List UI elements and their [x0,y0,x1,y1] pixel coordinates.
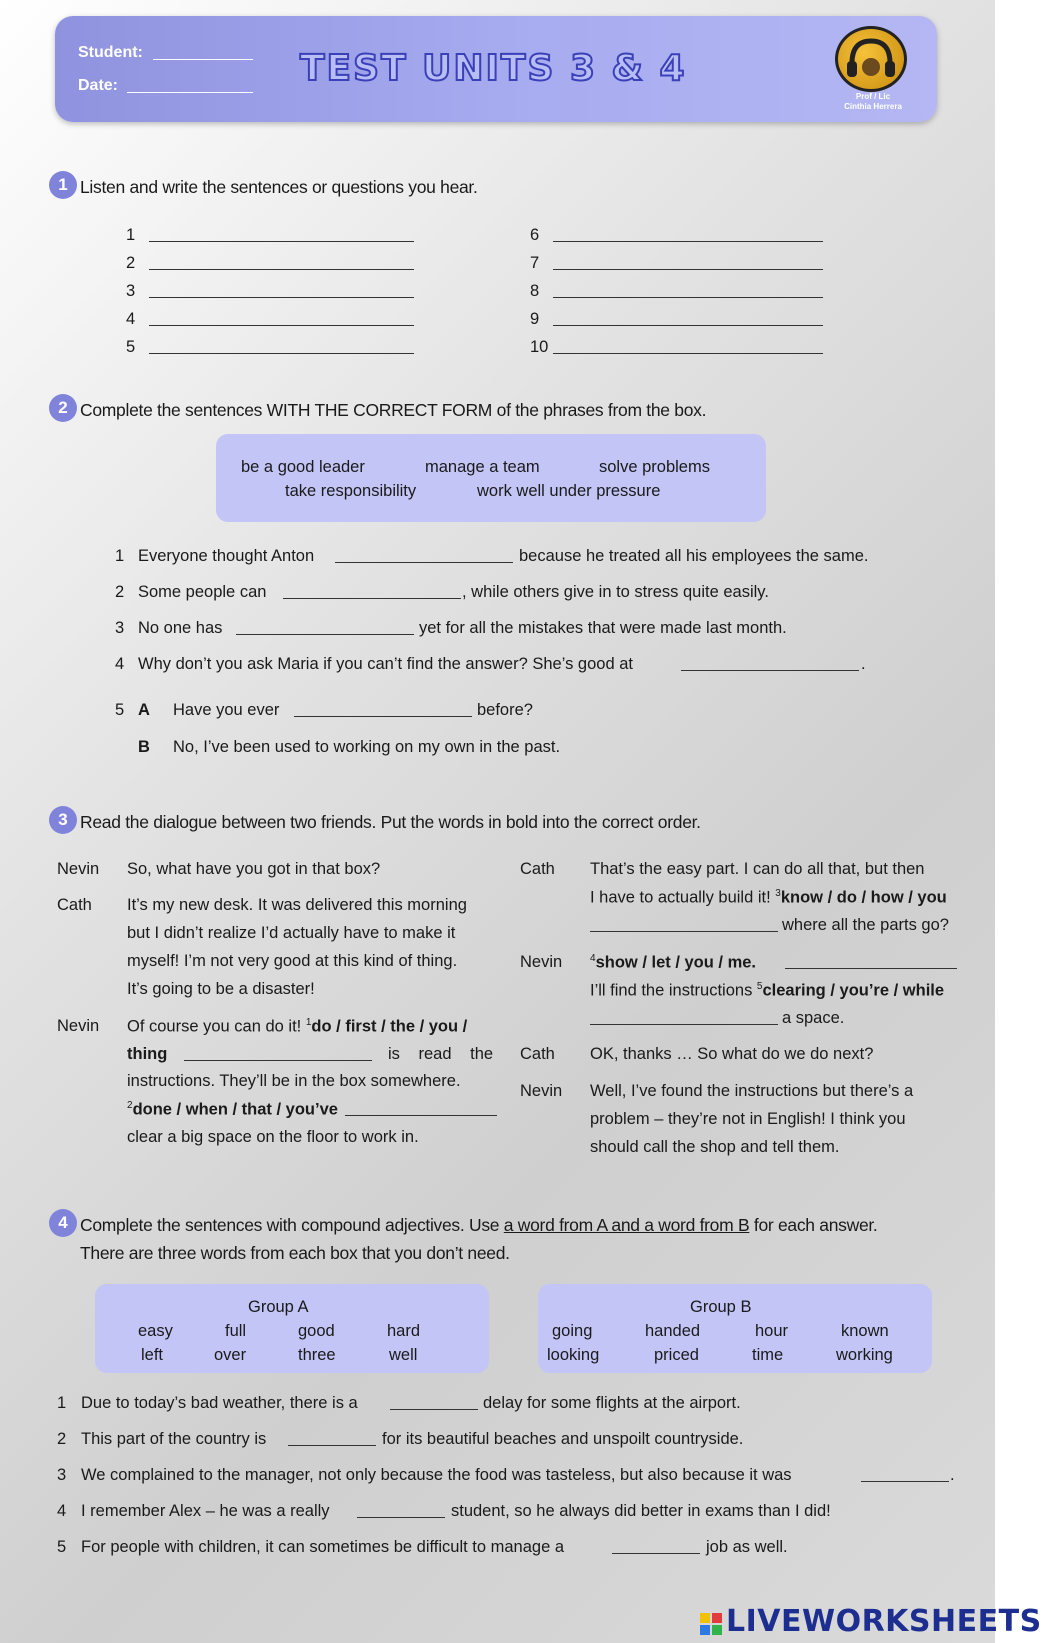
listen-answer-field[interactable] [149,282,414,298]
question-text: Due to today’s bad weather, there is a [81,1394,358,1412]
question-text: Everyone thought Anton [138,547,315,565]
word-item: handed [645,1322,701,1340]
dialogue-line: clear a big space on the floor to work in. [127,1128,419,1146]
listen-item-number: 4 [126,310,136,328]
listen-answer-field[interactable] [553,254,823,270]
listen-answer-field[interactable] [553,226,823,242]
answer-field[interactable] [590,916,778,932]
answer-field[interactable] [236,619,414,635]
listen-item-number: 7 [530,254,540,272]
answer-field[interactable] [294,701,472,717]
footer-brand: LIVEWORKSHEETS [726,1604,1042,1639]
question-number: 1 [115,547,125,565]
section-2-badge: 2 [49,394,77,422]
listen-item-number: 1 [126,226,136,244]
date-label: Date: [78,77,119,94]
listen-answer-field[interactable] [149,338,414,354]
phrase-box [216,434,766,522]
phrase-item: manage a team [425,458,540,476]
question-number: 1 [57,1394,67,1412]
answer-field[interactable] [345,1100,497,1116]
word-item: time [752,1346,784,1364]
answer-field[interactable] [785,953,957,969]
listen-answer-field[interactable] [149,254,414,270]
dialogue-line: It’s my new desk. It was delivered this morning [127,896,467,914]
question-number: 2 [115,583,125,601]
speaker-nevin: Nevin [57,860,100,878]
word-item: working [836,1346,893,1364]
listen-item-number: 3 [126,282,136,300]
answer-field[interactable] [184,1045,372,1061]
question-number: 3 [115,619,125,637]
answer-field[interactable] [335,547,513,563]
dialogue-line: but I didn’t realize I’d actually have to make it [127,924,456,942]
listen-answer-field[interactable] [149,226,414,242]
word-item: easy [138,1322,173,1340]
question-text: . [861,655,866,673]
question-text: Some people can [138,583,267,601]
listen-answer-field[interactable] [553,310,823,326]
dialogue-line: So, what have you got in that box? [127,860,381,878]
listen-item-number: 9 [530,310,540,328]
section-2-title: Complete the sentences WITH THE CORRECT FORM of the phrases from the box. [80,400,707,420]
speaker-cath: Cath [57,896,92,914]
group-a-title: Group A [248,1298,309,1316]
dialogue-line: instructions. They’ll be in the box somewhere. [127,1072,461,1090]
word-item: looking [547,1346,600,1364]
question-text: I remember Alex – he was a really [81,1502,330,1520]
answer-field[interactable] [390,1394,478,1410]
section-1-title: Listen and write the sentences or questions you hear. [80,177,478,197]
question-text: delay for some flights at the airport. [483,1394,741,1412]
dialogue-line: myself! I’m not very good at this kind of thing. [127,952,458,970]
liveworksheets-logo-icon [700,1613,722,1635]
speaker-a-label: A [138,701,150,719]
word-item: going [552,1322,593,1340]
dialogue-line: OK, thanks … So what do we do next? [590,1045,874,1063]
question-text: Have you ever [173,701,280,719]
word-item: three [298,1346,336,1364]
student-label: Student: [78,44,143,61]
question-text: because he treated all his employees the same. [519,547,869,565]
question-text: for its beautiful beaches and unspoilt countryside. [382,1430,744,1448]
speaker-b-label: B [138,738,150,756]
question-number: 4 [57,1502,67,1520]
dialogue-line: is read the [388,1045,494,1063]
word-item: left [141,1346,164,1364]
word-item: good [298,1322,335,1340]
dialogue-line: Well, I’ve found the instructions but there’s a [590,1082,914,1100]
dialogue-line: $^2$done / when / that / you’ve [127,1100,338,1119]
question-text: This part of the country is [81,1430,267,1448]
answer-field[interactable] [681,655,859,671]
section-4-badge: 4 [49,1209,77,1237]
question-text: yet for all the mistakes that were made last month. [419,619,787,637]
speaker-nevin: Nevin [57,1017,100,1035]
phrase-item: be a good leader [241,458,365,476]
dialogue-line: It’s going to be a disaster! [127,980,315,998]
speaker-nevin: Nevin [520,953,563,971]
answer-field[interactable] [357,1502,445,1518]
question-text: No, I’ve been used to working on my own in the past. [173,738,561,756]
speaker-nevin: Nevin [520,1082,563,1100]
phrase-item: take responsibility [285,482,417,500]
dialogue-line: problem – they’re not in English! I think you [590,1110,906,1128]
question-text: student, so he always did better in exams than I did! [451,1502,831,1520]
answer-field[interactable] [283,583,461,599]
section-1-badge: 1 [49,171,77,199]
student-name-field[interactable] [153,44,253,60]
listen-answer-field[interactable] [553,282,823,298]
section-3-badge: 3 [49,806,77,834]
headphones-logo-icon [835,26,907,92]
bold-words: thing [127,1045,168,1063]
listen-answer-field[interactable] [149,310,414,326]
word-item: hour [755,1322,789,1340]
question-text: job as well. [706,1538,788,1556]
section-4-title: Complete the sentences with compound adjectives. Use a word from A and a word from B for each answer. [80,1215,878,1235]
question-text: No one has [138,619,223,637]
dialogue-line: a space. [782,1009,845,1027]
question-number: 3 [57,1466,67,1484]
listen-item-number: 10 [530,338,549,356]
word-item: over [214,1346,247,1364]
speaker-cath: Cath [520,1045,555,1063]
word-item: well [389,1346,418,1364]
answer-field[interactable] [612,1538,700,1554]
dialogue-line: where all the parts go? [782,916,949,934]
question-number: 5 [57,1538,67,1556]
phrase-item: work well under pressure [477,482,661,500]
author-credit: Prof / Lic Cinthia Herrera [844,92,902,111]
listen-item-number: 8 [530,282,540,300]
question-text: before? [477,701,533,719]
word-item: full [225,1322,247,1340]
speaker-cath: Cath [520,860,555,878]
question-text: Why don’t you ask Maria if you can’t find the answer? She’s good at [138,655,633,673]
answer-field[interactable] [590,1009,778,1025]
dialogue-line: I’ll find the instructions $^5$clearing / you’re / while [590,981,945,1000]
section-4-title-line2: There are three words from each box that you don’t need. [80,1243,510,1263]
date-field[interactable] [127,77,253,93]
answer-field[interactable] [288,1430,376,1446]
listen-item-number: 2 [126,254,136,272]
answer-field[interactable] [861,1466,949,1482]
section-3-title: Read the dialogue between two friends. Put the words in bold into the correct order. [80,812,701,832]
question-text: We complained to the manager, not only because the food was tasteless, but also because it was [81,1466,792,1484]
question-number: 4 [115,655,125,673]
question-text: , while others give in to stress quite easily. [462,583,769,601]
word-item: known [841,1322,889,1340]
word-item: hard [387,1322,421,1340]
page-title: TEST UNITS 3 & 4 [300,48,687,89]
dialogue-line: Of course you can do it! $^1$do / first / the / you / [127,1017,468,1036]
group-b-title: Group B [690,1298,752,1316]
dialogue-line: That’s the easy part. I can do all that, but then [590,860,925,878]
dialogue-line: should call the shop and tell them. [590,1138,840,1156]
dialogue-line: $^4$show / let / you / me. [590,953,757,972]
dialogue-line: I have to actually build it! $^3$know / do / how / you [590,888,947,907]
question-number: 2 [57,1430,67,1448]
question-text: . [950,1466,955,1484]
question-number: 5 [115,701,125,719]
word-item: priced [654,1346,699,1364]
listen-item-number: 5 [126,338,136,356]
listen-answer-field[interactable] [553,338,823,354]
question-text: For people with children, it can sometimes be difficult to manage a [81,1538,565,1556]
listen-item-number: 6 [530,226,540,244]
phrase-item: solve problems [599,458,710,476]
